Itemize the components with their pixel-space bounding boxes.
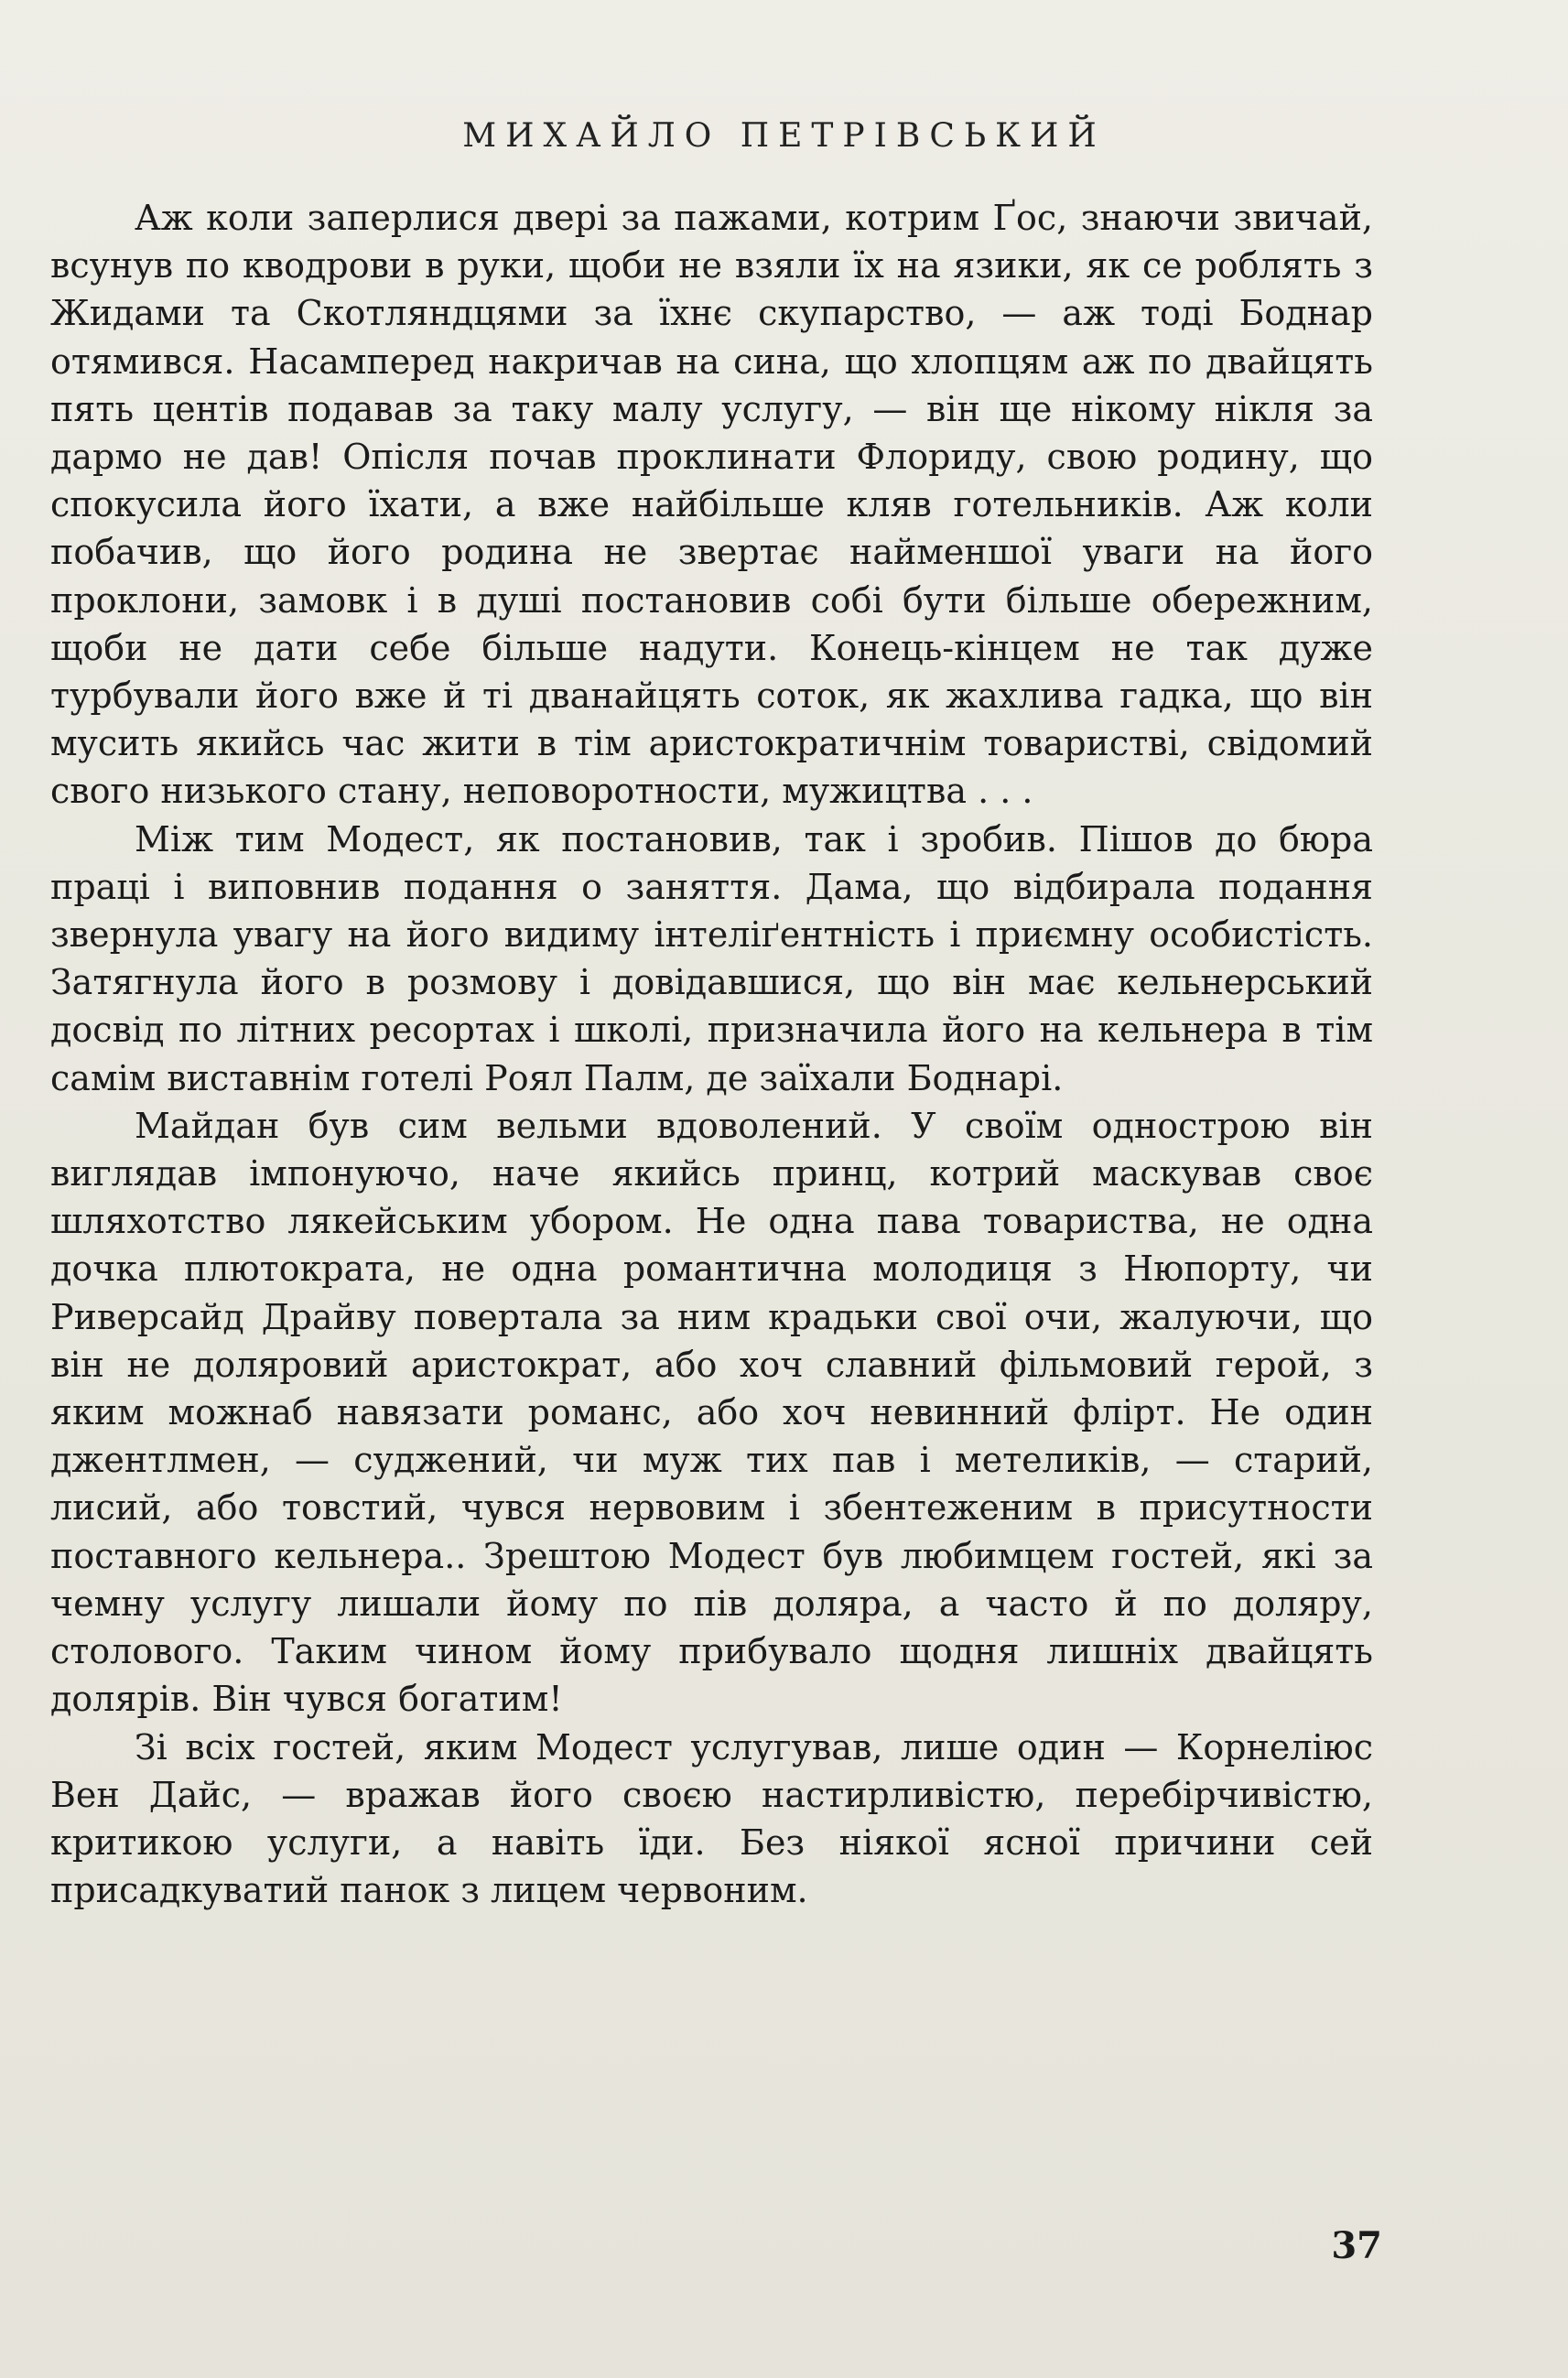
paragraph: Аж коли заперлися двері за пажами, котрим Ґос, знаючи звичай, всунув по кводрови в руки, щоби не взяли їх на язики, як се роблять з Жидами та Скотляндцями за їхнє скупарство, — аж тоді Боднар отямився. Насамперед накричав на сина, що хлопцям аж по двайцять пять центів подавав за таку малу услугу, — він ще нікому нікля за дармо не дав! Опісля почав проклинати Флориду, свою родину, що спокусила його їхати, а вже найбільше кляв готельників. Аж коли побачив, що його родина не звертає найменшої уваги на його проклони, замовк і в душі постановив собі бути більше обережним, щоби не дати себе більше надути. Конець-кінцем не так дуже турбували його вже й ті дванайцять соток, як жахлива гадка, що він мусить якийсь час жити в тім аристократичнім товаристві, свідомий свого низького стану, неповоротности, мужицтва . . .	[50, 198, 1373, 812]
body-text	[50, 194, 1373, 1914]
paragraph: Зі всіх гостей, яким Модест услугував, лише один — Корнеліюс Вен Дайс, — вражав його своєю настирливістю, перебірчивістю, критикою услуги, а навіть їди. Без ніякої ясної причини сей присадкуватий панок з лицем червоним.	[50, 1726, 1373, 1911]
running-title: МИХАЙЛО ПЕТРІВСЬКИЙ	[462, 117, 1106, 155]
page-number: 37	[1331, 2224, 1382, 2267]
paragraph: Майдан був сим вельми вдоволений. У своїм однострою він виглядав імпонуючо, наче якийсь принц, котрий маскував своє шляхотство лякейським убором. Не одна пава товариства, не одна дочка плютократа, не одна романтична молодиця з Нюпорту, чи Риверсайд Драйву повертала за ним крадьки свої очи, жалуючи, що він не доляровий аристократ, або хоч славний фільмовий герой, з яким можнаб навязати романс, або хоч невинний флірт. Не один джентлмен, — суджений, чи муж тих пав і метеликів, — старий, лисий, або товстий, чувся нервовим і збентеженим в присутности поставного кельнера.. Зрештою Модест був любимцем гостей, які за чемну услугу лишали йому по пів доляра, а часто й по доляру, столового. Таким чином йому прибувало щодня лишніх двайцять долярів. Він чувся богатим!	[50, 1105, 1373, 1720]
paragraph: Між тим Модест, як постановив, так і зробив. Пішов до бюра праці і виповнив подання о заняття. Дама, що відбирала подання звернула увагу на його видиму інтеліґентність і приємну особистість. Затягнула його в розмову і довідавшися, що він має кельнерський досвід по літних ресортах і школі, призначила його на кельнера в тім самім виставнім готелі Роял Палм, де заїхали Боднарі.	[50, 818, 1373, 1098]
